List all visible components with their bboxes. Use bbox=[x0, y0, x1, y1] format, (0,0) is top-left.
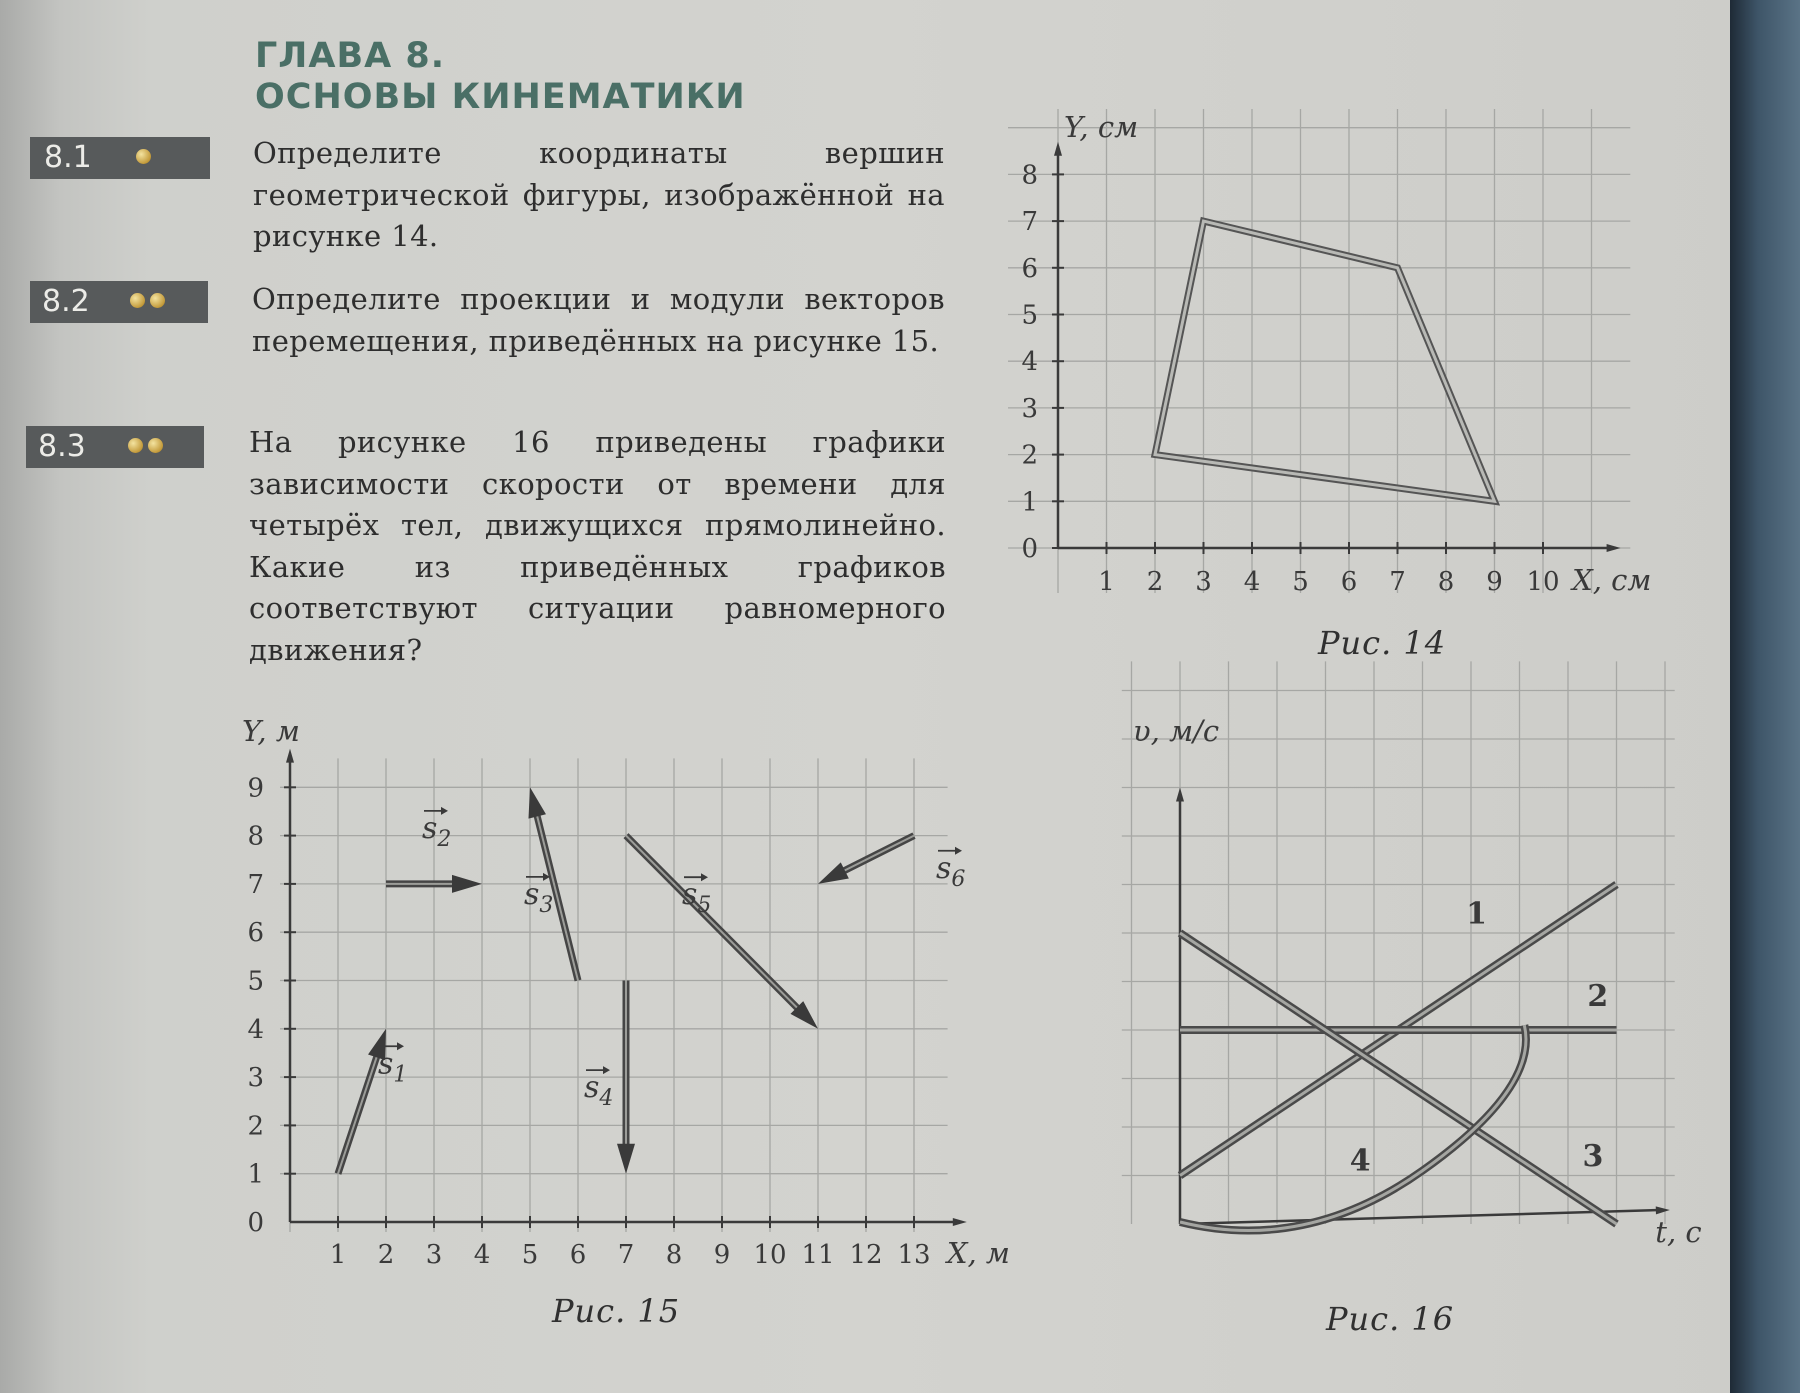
y-tick-label: 3 bbox=[1021, 393, 1038, 424]
vector-shaft-highlight bbox=[338, 1050, 379, 1174]
x-axis-arrow-icon bbox=[953, 1218, 967, 1226]
y-axis-label: υ, м/с bbox=[1133, 714, 1220, 748]
chapter-title: ОСНОВЫ КИНЕМАТИКИ bbox=[255, 77, 746, 117]
x-tick-label: 3 bbox=[425, 1240, 443, 1270]
y-tick-label: 3 bbox=[247, 1063, 264, 1094]
vector-label-index: 4 bbox=[599, 1086, 614, 1112]
x-tick-label: 6 bbox=[1340, 567, 1358, 597]
vector-label-index: 1 bbox=[393, 1062, 408, 1088]
y-axis-arrow-icon bbox=[286, 749, 294, 763]
chapter-number: ГЛАВА 8. bbox=[255, 36, 446, 76]
x-tick-label: 1 bbox=[329, 1240, 347, 1270]
vector-label-index: 6 bbox=[951, 866, 966, 892]
y-tick-label: 4 bbox=[1021, 347, 1038, 378]
x-tick-label: 3 bbox=[1195, 567, 1212, 597]
y-tick-label: 2 bbox=[247, 1111, 264, 1142]
task-text-8-2: Определите проекции и модули векторов перемещения, приведённых на рисунке 15. bbox=[252, 282, 945, 358]
task-text-8-1: Определите координаты вершин геометрической фигуры, изображённой на рисунке 14. bbox=[253, 136, 945, 253]
x-tick-label: 9 bbox=[713, 1240, 731, 1270]
x-tick-label: 4 bbox=[473, 1240, 491, 1270]
figure-14-caption: Рис. 14 bbox=[1318, 624, 1447, 662]
vector-label-index: 5 bbox=[697, 893, 712, 919]
vector-label bbox=[584, 1070, 613, 1111]
x-tick-label: 9 bbox=[1486, 567, 1503, 597]
x-axis-arrow-icon bbox=[1607, 544, 1621, 552]
y-tick-label: 7 bbox=[247, 869, 264, 900]
task-text-8-3: На рисунке 16 приведены графики зависимости скорости от времени для четырёх тел, движущихся прямолинейно. Какие из приведённых графиков соответствуют ситуации равномерного движения? bbox=[249, 425, 946, 667]
vector-arrow-icon bbox=[818, 862, 849, 884]
x-tick-label: 6 bbox=[569, 1240, 587, 1270]
x-tick-label: 12 bbox=[849, 1240, 883, 1270]
task-number: 8.3 bbox=[38, 429, 86, 464]
figure-15 bbox=[242, 714, 1010, 1270]
vector-s1 bbox=[338, 1029, 407, 1174]
x-tick-label: 8 bbox=[665, 1240, 683, 1270]
vector-label bbox=[524, 877, 553, 918]
vector-label-name: s bbox=[378, 1046, 394, 1082]
vector-arrow-icon bbox=[528, 787, 545, 818]
y-tick-label: 6 bbox=[247, 918, 264, 949]
y-tick-label: 8 bbox=[1021, 160, 1038, 191]
x-tick-label: 8 bbox=[1437, 567, 1455, 597]
x-tick-label: 13 bbox=[897, 1240, 931, 1270]
y-axis-label: Y, м bbox=[242, 714, 300, 748]
x-tick-label: 1 bbox=[1098, 567, 1115, 597]
x-tick-label: 11 bbox=[801, 1240, 835, 1270]
x-tick-label: 2 bbox=[377, 1240, 395, 1270]
y-tick-label: 8 bbox=[247, 821, 264, 852]
x-axis-label: X, м bbox=[946, 1236, 1010, 1270]
vector-label-index: 3 bbox=[539, 892, 554, 918]
y-tick-label: 5 bbox=[1021, 300, 1038, 331]
x-tick-label: 10 bbox=[1526, 567, 1560, 597]
vector-bar-arrow-icon bbox=[441, 807, 448, 815]
x-axis-arrow-icon bbox=[1656, 1206, 1670, 1214]
book-spine-edge bbox=[1730, 0, 1800, 1393]
figure-16 bbox=[1122, 661, 1702, 1249]
y-tick-label: 2 bbox=[1021, 440, 1038, 471]
task-number: 8.1 bbox=[44, 140, 92, 175]
vector-bar-arrow-icon bbox=[701, 873, 708, 881]
y-tick-label: 1 bbox=[247, 1159, 264, 1190]
y-tick-label: 6 bbox=[1021, 253, 1038, 284]
series-label: 2 bbox=[1587, 978, 1609, 1014]
vector-label-name: s bbox=[524, 876, 540, 912]
series-label: 3 bbox=[1582, 1138, 1604, 1174]
figure-16-caption: Рис. 16 bbox=[1326, 1300, 1455, 1338]
vector-label-index: 2 bbox=[437, 826, 452, 852]
figure-15-caption: Рис. 15 bbox=[552, 1292, 681, 1330]
y-tick-label: 9 bbox=[247, 773, 264, 804]
vector-label-name: s bbox=[682, 877, 698, 913]
task-number: 8.2 bbox=[42, 284, 90, 319]
vector-label bbox=[422, 811, 451, 852]
vector-shaft-highlight bbox=[838, 836, 914, 874]
vector-label-name: s bbox=[936, 850, 952, 886]
y-tick-label: 1 bbox=[1021, 487, 1038, 518]
y-axis-label: Y, см bbox=[1064, 110, 1139, 144]
vector-label bbox=[378, 1046, 407, 1087]
x-tick-label: 7 bbox=[1389, 567, 1406, 597]
y-tick-label: 0 bbox=[1021, 534, 1038, 564]
vector-arrow-icon bbox=[617, 1144, 635, 1174]
x-axis bbox=[1180, 1210, 1660, 1224]
x-axis-label: t, с bbox=[1655, 1215, 1702, 1249]
x-tick-label: 2 bbox=[1146, 567, 1164, 597]
y-tick-label: 0 bbox=[247, 1208, 264, 1238]
series-2 bbox=[1180, 979, 1617, 1030]
vector-arrow-icon bbox=[452, 875, 482, 893]
vector-shaft-highlight bbox=[626, 836, 802, 1014]
vector-label bbox=[936, 851, 965, 892]
x-tick-label: 5 bbox=[1292, 567, 1309, 597]
series-label: 4 bbox=[1349, 1143, 1371, 1179]
figure-14 bbox=[1008, 109, 1651, 597]
x-axis-label: X, см bbox=[1572, 563, 1652, 597]
x-tick-label: 7 bbox=[617, 1240, 635, 1270]
y-tick-label: 5 bbox=[247, 966, 264, 997]
y-tick-label: 4 bbox=[247, 1014, 264, 1045]
vector-label-name: s bbox=[422, 810, 438, 846]
x-tick-label: 5 bbox=[521, 1240, 539, 1270]
vector-bar-arrow-icon bbox=[955, 847, 962, 855]
vector-bar-arrow-icon bbox=[603, 1066, 610, 1074]
vector-bar-arrow-icon bbox=[397, 1042, 404, 1050]
y-axis-arrow-icon bbox=[1054, 142, 1062, 156]
y-axis-arrow-icon bbox=[1176, 788, 1184, 802]
x-tick-label: 10 bbox=[753, 1240, 787, 1270]
y-tick-label: 7 bbox=[1021, 207, 1038, 238]
x-tick-label: 4 bbox=[1243, 567, 1261, 597]
vector-label-name: s bbox=[584, 1070, 600, 1106]
series-label: 1 bbox=[1466, 896, 1488, 932]
